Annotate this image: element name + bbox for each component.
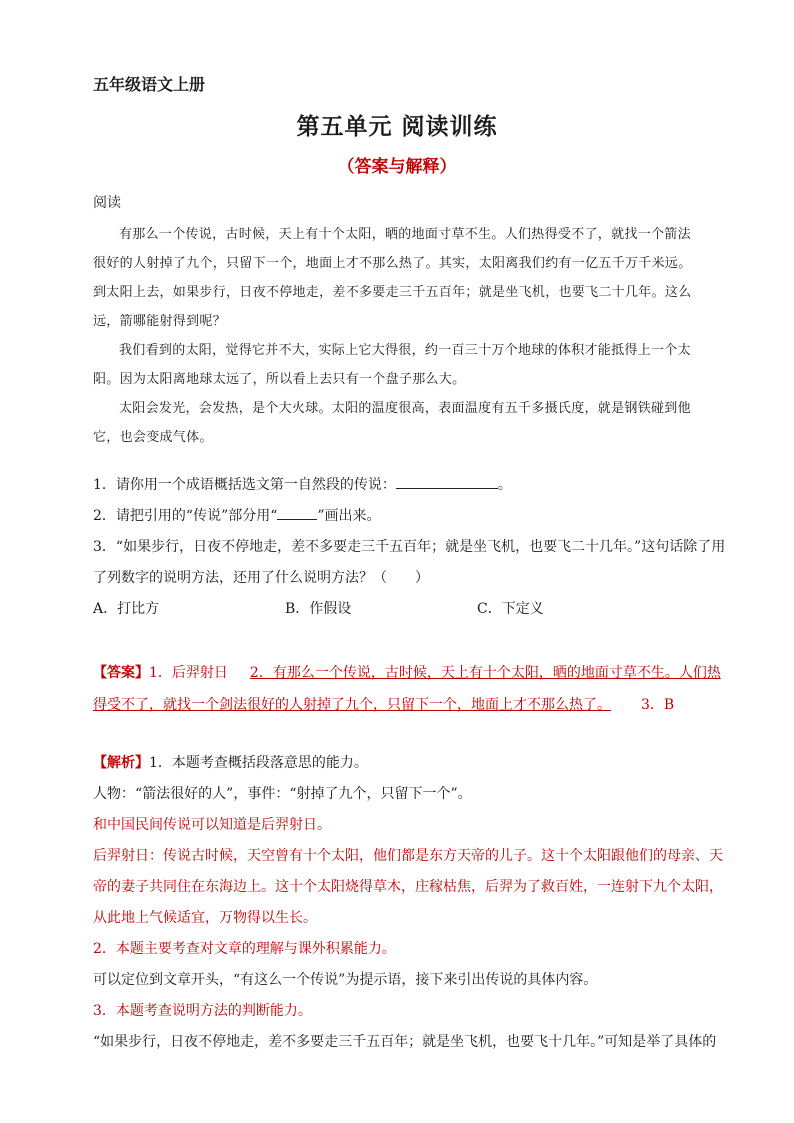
analysis-line: 帝的妻子共同住在东海边上。这十个太阳烧得草木，庄稼枯焦，后羿为了救百姓，一连射下九个太阳， — [93, 879, 723, 895]
question-3-line-2: 了列数字的说明方法，还用了什么说明方法？（ ） — [93, 570, 429, 586]
page-title: 第五单元 阅读训练 — [296, 113, 498, 140]
analysis-line: 和中国民间传说可以知道是后羿射日。 — [93, 817, 331, 833]
analysis-line: “如果步行，日夜不停地走，差不多要走三千五百年；就是坐飞机，也要飞十几年。”可知是举了具体的 — [93, 1034, 717, 1050]
analysis-line: 2．本题主要考查对文章的理解与课外积累能力。 — [93, 941, 396, 957]
passage-line: 太阳会发光，会发热，是个大火球。太阳的温度很高，表面温度有五千多摄氏度，就是钢铁碰到他 — [119, 401, 691, 416]
reading-passage — [93, 220, 723, 452]
question-1 — [93, 470, 723, 501]
analysis-line: 后羿射日：传说古时候，天空曾有十个太阳，他们都是东方天帝的儿子。这十个太阳跟他们的母亲、天 — [93, 848, 723, 864]
question-2-text: 2．请把引用的“传说”部分用“ — [93, 508, 278, 524]
answer-3: 3．B — [641, 697, 675, 713]
question-3-line-1: 3．“如果步行，日夜不停地走，差不多要走三千五百年；就是坐飞机，也要飞二十几年。”这句话除了用 — [93, 539, 726, 555]
answer-line-2 — [93, 689, 723, 721]
answer-label: 【答案】 — [93, 665, 149, 681]
question-1-text: 1．请你用一个成语概括选文第一自然段的传说： — [93, 477, 396, 493]
passage-line: 很好的人射掉了九个，只留下一个，地面上才不那么热了。其实，太阳离我们约有一亿五千万千米远。 — [93, 256, 692, 271]
analysis-line: 可以定位到文章开头，“有这么一个传说”为提示语，接下来引出传说的具体内容。 — [93, 972, 598, 988]
analysis-text: 1．本题考查概括段落意思的能力。 — [149, 755, 368, 771]
answer-blank[interactable] — [396, 474, 498, 489]
reading-label: 阅读 — [93, 195, 121, 211]
analysis-line: 从此地上气候适宜，万物得以生长。 — [93, 910, 317, 926]
answer-section — [93, 657, 723, 721]
option-a[interactable]: A．打比方 — [93, 601, 160, 617]
question-list — [93, 470, 726, 625]
passage-line: 它，也会变成气体。 — [93, 430, 213, 445]
question-2-end: ”画出来。 — [317, 508, 381, 524]
question-2 — [93, 501, 723, 532]
underline-sample — [277, 505, 317, 520]
analysis-section — [93, 748, 723, 1058]
analysis-line — [93, 748, 723, 779]
option-c[interactable]: C．下定义 — [477, 601, 544, 617]
analysis-line: 人物：“箭法很好的人”，事件：“射掉了九个，只留下一个”。 — [93, 786, 472, 802]
analysis-label: 【解析】 — [93, 755, 149, 771]
grade-label: 五年级语文上册 — [93, 75, 206, 94]
passage-line: 阳。因为太阳离地球太远了，所以看上去只有一个盘子那么大。 — [93, 372, 466, 387]
answer-2-part-2: 得受不了，就找一个剑法很好的人射掉了九个，只留下一个，地面上才不那么热了。 — [93, 697, 611, 713]
passage-line: 远，箭哪能射得到呢？ — [93, 314, 227, 329]
question-1-end: 。 — [497, 477, 512, 493]
analysis-line: 3．本题考查说明方法的判断能力。 — [93, 1003, 312, 1019]
question-3-options — [93, 594, 723, 625]
option-b[interactable]: B．作假设 — [285, 601, 352, 617]
answer-line-1 — [93, 657, 723, 689]
answer-2-part-1: 2．有那么一个传说，古时候，天上有十个太阳，晒的地面寸草不生。人们热 — [249, 665, 721, 681]
passage-line: 到太阳上去，如果步行，日夜不停地走，差不多要走三千五百年；就是坐飞机，也要飞二十几年。这么 — [93, 285, 692, 300]
page-subtitle: （答案与解释） — [337, 157, 457, 177]
passage-line: 有那么一个传说，古时候，天上有十个太阳，晒的地面寸草不生。人们热得受不了，就找一个箭法 — [119, 227, 691, 242]
answer-1: 1．后羿射日 — [149, 665, 228, 681]
passage-line: 我们看到的太阳，觉得它并不大，实际上它大得很，约一百三十万个地球的体积才能抵得上一个太 — [119, 343, 691, 358]
